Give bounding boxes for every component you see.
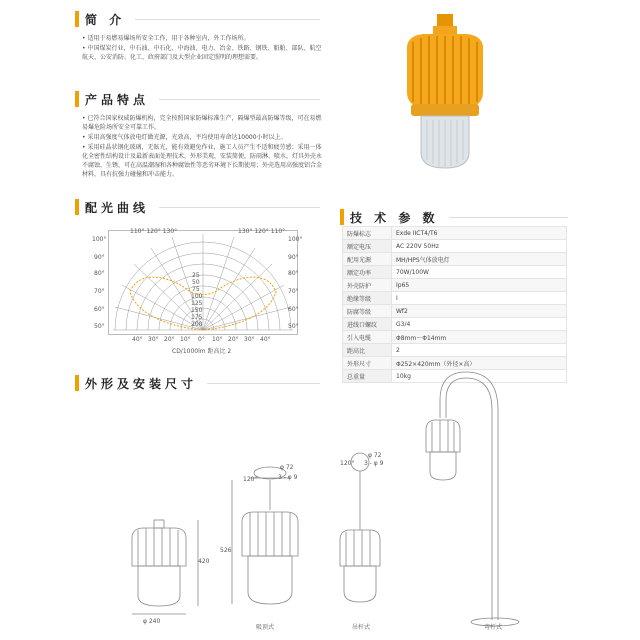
- spec-value: Φ252×420mm（外径×高）: [392, 357, 567, 370]
- spec-key: 额定功率: [343, 266, 392, 279]
- spec-key: 防腐等级: [343, 305, 392, 318]
- table-row: [343, 240, 567, 253]
- table-row: [343, 227, 567, 240]
- radial-value: 100: [191, 293, 203, 300]
- spec-value: Φ8mm～Φ14mm: [392, 331, 567, 344]
- label-ceiling-mount: 吸顶式: [256, 624, 275, 631]
- accent-bar: [75, 199, 79, 215]
- spec-key: 绝缘等级: [343, 292, 392, 305]
- curve-angle: 90°: [288, 254, 299, 261]
- dim-diameter-72: φ 72: [368, 452, 382, 459]
- radial-value: 175: [191, 314, 203, 321]
- curve-bottom-angle: 10°: [212, 336, 223, 343]
- radial-value: 25: [192, 272, 200, 279]
- curve-bottom-angle: 30°: [148, 336, 159, 343]
- curve-header: [75, 196, 320, 218]
- spec-value: G3/4: [392, 318, 567, 331]
- dim-angle: 120°: [340, 460, 355, 467]
- table-row: [343, 279, 567, 292]
- divider: [449, 217, 568, 218]
- curve-angle: 80°: [288, 270, 299, 277]
- curve-angle: 60°: [288, 306, 299, 313]
- intro-title: 简 介: [85, 12, 126, 27]
- spec-value: 70W/100W: [392, 266, 567, 279]
- spec-key: 额定电压: [343, 240, 392, 253]
- table-row: [343, 357, 567, 370]
- spec-key: 距高比: [343, 344, 392, 357]
- spec-value: 10kg: [392, 370, 567, 383]
- curve-bottom-angle: 20°: [228, 336, 239, 343]
- spec-key: 外形尺寸: [343, 357, 392, 370]
- curve-bottom-angle: 20°: [164, 336, 175, 343]
- dim-diameter-240: φ 240: [143, 618, 161, 625]
- spec-key: 配用光源: [343, 253, 392, 266]
- dim-hole: 3 - φ 9: [364, 460, 384, 467]
- curve-angle: 90°: [94, 254, 105, 261]
- installation-drawing: [110, 370, 530, 632]
- dim-diameter-72: φ 72: [280, 464, 294, 471]
- radial-value: 50: [192, 279, 200, 286]
- curve-bottom-angle: 0°: [198, 336, 205, 343]
- spec-key: 引入电缆: [343, 331, 392, 344]
- dim-angle: 120°: [243, 476, 258, 483]
- features-header: [75, 88, 320, 110]
- feature-line: • 采用硅晶状钢化玻璃，无眩光，能有效避免作业，施工人员产生不适和疲劳感；采用一体化全密性结构设计及最新表面处理技术，外形美观，安装简便，防雨淋、喷水，灯具外壳永不腐蚀、生锈，可在高温潮湿和各种腐蚀性等恶劣环境下长期使用；外壳选用高强度铝合金材料，具有抗强力碰撞和冲击能力。: [82, 144, 323, 178]
- intro-header: [75, 8, 320, 30]
- table-row: [343, 318, 567, 331]
- curve-bottom-angle: 40°: [132, 336, 143, 343]
- accent-bar: [75, 375, 79, 391]
- accent-bar: [75, 91, 79, 107]
- table-row: [343, 331, 567, 344]
- curve-angle: 80°: [94, 270, 105, 277]
- intro-line: • 适用于易燃易爆场所安全工作，用于各种室内，外工作场所。: [82, 35, 250, 42]
- table-row: [343, 344, 567, 357]
- radial-value: 200: [191, 321, 203, 328]
- spec-value: I: [392, 292, 567, 305]
- curve-bottom-angle: 30°: [244, 336, 255, 343]
- spec-key: 防爆标志: [343, 227, 392, 240]
- accent-bar: [75, 11, 79, 27]
- curve-angle: 70°: [94, 288, 105, 295]
- spec-key: 外壳防护: [343, 279, 392, 292]
- divider: [135, 19, 320, 20]
- curve-title: 配光曲线: [85, 200, 150, 215]
- curve-angle: 100°: [92, 236, 107, 243]
- curve-top-left-angles: 110° 120° 130°: [130, 228, 178, 235]
- spec-value: MH/HPS气体放电灯: [392, 253, 567, 266]
- spec-value: Exde IICT4/T6: [392, 227, 567, 240]
- curve-angle: 70°: [288, 288, 299, 295]
- spec-value: 2: [392, 344, 567, 357]
- spec-value: Wf2: [392, 305, 567, 318]
- radial-value: 125: [191, 300, 203, 307]
- install-title: 外形及安装尺寸: [85, 376, 198, 391]
- curve-angle: 50°: [288, 323, 299, 330]
- curve-bottom-angle: 10°: [180, 336, 191, 343]
- spec-value: Ip65: [392, 279, 567, 292]
- dim-height-420: 420: [198, 558, 210, 565]
- features-title: 产品特点: [85, 92, 150, 107]
- feature-line: • 采用高强度气体放电灯做光源，光效高，平均使用寿命达10000小时以上。: [82, 134, 287, 141]
- radial-value: 75: [192, 286, 200, 293]
- intro-line: • 中国煤炭行业，中石油、中石化、中海油、电力、冶金、铁路、钢铁、船舶、部队、航空航天、公安消防、化工、政府部门及大型企业固定照明的理想需要。: [82, 45, 322, 61]
- table-row: [343, 253, 567, 266]
- curve-caption: CD/1000lm 距高比 2: [172, 348, 232, 355]
- feature-line: • 已符合国家权威防爆机构，完全按照国家防爆标准生产，隔爆型最高防爆等级，可在易燃易爆危险场所安全可靠工作。: [82, 115, 322, 131]
- divider: [159, 99, 320, 100]
- dim-height-526: 526: [220, 547, 232, 554]
- curve-angle: 50°: [94, 323, 105, 330]
- divider: [159, 207, 320, 208]
- curve-angle: 60°: [94, 306, 105, 313]
- spec-key: 总重量: [343, 370, 392, 383]
- lamp-product-image: [395, 12, 495, 172]
- spec-key: 进线口螺纹: [343, 318, 392, 331]
- curve-bottom-angle: 40°: [260, 336, 271, 343]
- table-row: [343, 266, 567, 279]
- dim-hole: 3 - φ 9: [278, 474, 298, 481]
- table-row: [343, 292, 567, 305]
- intro-text: [82, 34, 322, 63]
- specs-table: [342, 226, 567, 383]
- polar-light-curve: [108, 230, 298, 335]
- specs-title: 技 术 参 数: [350, 210, 439, 225]
- accent-bar: [340, 209, 344, 225]
- table-row: [343, 305, 567, 318]
- curve-top-right-angles: 130° 120° 110°: [238, 228, 286, 235]
- radial-value: 150: [191, 307, 203, 314]
- specs-header: [340, 206, 568, 228]
- spec-value: AC 220V 50Hz: [392, 240, 567, 253]
- label-pendant-mount: 吊杆式: [352, 624, 371, 631]
- label-bent-pole-mount: 弯杆式: [484, 624, 503, 631]
- curve-angle: 100°: [288, 236, 303, 243]
- features-text: [82, 114, 322, 180]
